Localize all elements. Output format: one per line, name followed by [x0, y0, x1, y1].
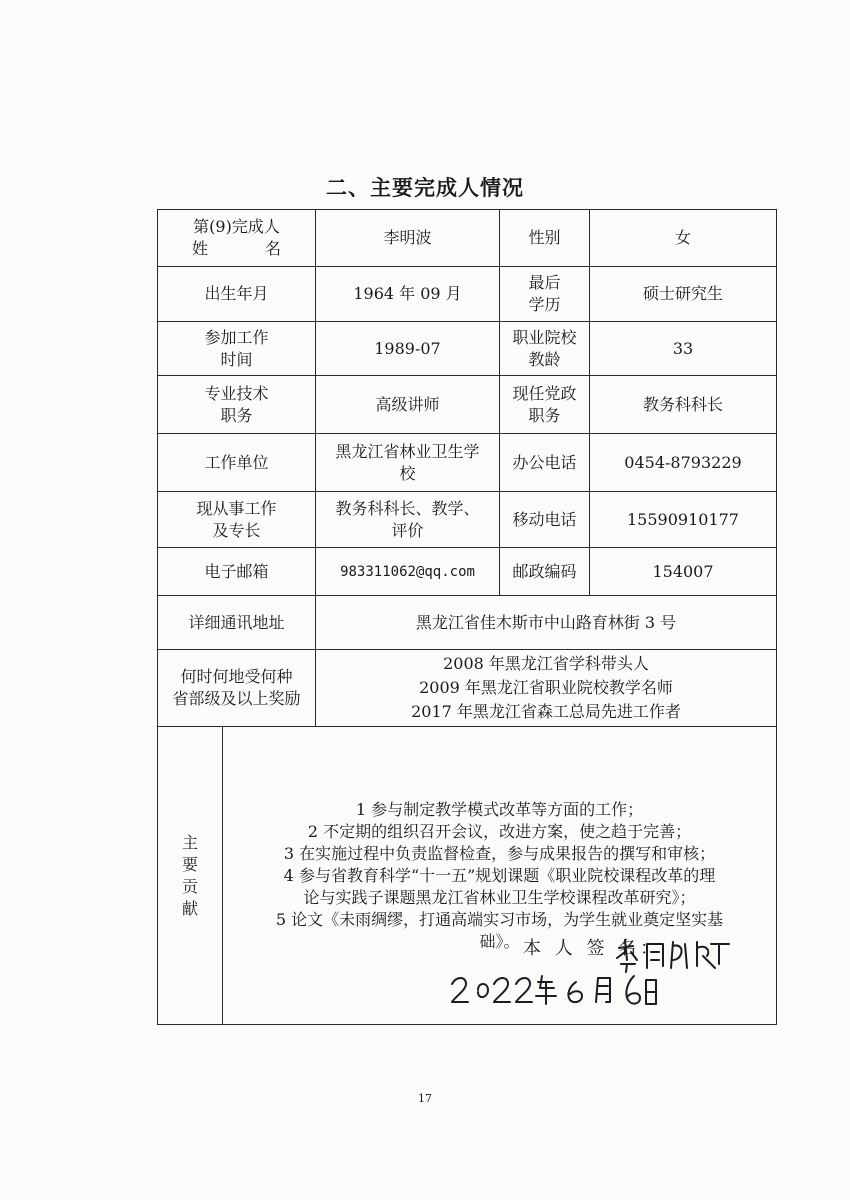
award-item: 2017 年黑龙江省森工总局先进工作者 [411, 702, 681, 721]
office-phone-value: 0454-8793229 [590, 434, 777, 492]
table-row-awards [158, 650, 777, 727]
table-row-name [158, 210, 777, 267]
signature-label: 本 人 签 名： [523, 938, 663, 959]
contributions-body [223, 727, 777, 1024]
office-phone-label: 办公电话 [500, 434, 590, 492]
signature-area [223, 934, 776, 1024]
contributions-label: 主 要 贡 献 [158, 727, 223, 1024]
awards-list [316, 650, 777, 727]
mobile-phone-label: 移动电话 [500, 492, 590, 548]
teaching-years-label: 职业院校 教龄 [500, 322, 590, 376]
contribution-line: 5 论文《未雨绸缪，打通高端实习市场，为学生就业奠定坚实基 [275, 909, 724, 929]
gender-label: 性别 [500, 210, 590, 267]
contribution-line: 2 不定期的组织召开会议，改进方案，使之趋于完善； [307, 821, 692, 841]
contribution-line: 础》。 [479, 931, 520, 951]
contribution-line: 1 参与制定教学模式改革等方面的工作； [355, 799, 644, 819]
page-title: 二、主要完成人情况 [326, 176, 524, 200]
address-value: 黑龙江省佳木斯市中山路育林街 3 号 [316, 596, 777, 650]
email-value: 983311062@qq.com [316, 548, 500, 596]
name-label: 第(9)完成人 姓 名 [158, 210, 316, 267]
contribution-line: 3 在实施过程中负责监督检查，参与成果报告的撰写和审核； [283, 843, 716, 863]
tech-title-label: 专业技术 职务 [158, 376, 316, 434]
email-label: 电子邮箱 [158, 548, 316, 596]
education-value: 硕士研究生 [590, 267, 777, 322]
employer-value: 黑龙江省林业卫生学 校 [316, 434, 500, 492]
page-number: 17 [418, 1092, 432, 1105]
employer-label: 工作单位 [158, 434, 316, 492]
name-value: 李明波 [316, 210, 500, 267]
contribution-line: 4 参与省教育科学“十一五”规划课题《职业院校课程改革的理 [283, 865, 716, 885]
info-table [157, 209, 777, 1025]
table-row-current-work [158, 492, 777, 548]
birth-label: 出生年月 [158, 267, 316, 322]
postcode-value: 154007 [590, 548, 777, 596]
table-row-title [158, 376, 777, 434]
table-row-work-start [158, 322, 777, 376]
table-row-employer [158, 434, 777, 492]
education-label: 最后 学历 [500, 267, 590, 322]
current-work-label: 现从事工作 及专长 [158, 492, 316, 548]
teaching-years-value: 33 [590, 322, 777, 376]
table-row-email [158, 548, 777, 596]
postcode-label: 邮政编码 [500, 548, 590, 596]
award-item: 2009 年黑龙江省职业院校教学名师 [419, 678, 673, 697]
award-item: 2008 年黑龙江省学科带头人 [443, 654, 649, 673]
admin-post-value: 教务科科长 [590, 376, 777, 434]
admin-post-label: 现任党政 职务 [500, 376, 590, 434]
tech-title-value: 高级讲师 [316, 376, 500, 434]
birth-value: 1964 年 09 月 [316, 267, 500, 322]
mobile-phone-value: 15590910177 [590, 492, 777, 548]
handwritten-date [448, 968, 658, 1012]
table-row-birth [158, 267, 777, 322]
address-label: 详细通讯地址 [158, 596, 316, 650]
gender-value: 女 [590, 210, 777, 267]
work-start-label: 参加工作 时间 [158, 322, 316, 376]
table-row-address [158, 596, 777, 650]
awards-label: 何时何地受何种 省部级及以上奖励 [158, 650, 316, 727]
table-row-contributions [158, 727, 777, 1025]
current-work-value: 教务科科长、教学、 评价 [316, 492, 500, 548]
contribution-line: 论与实践子课题黑龙江省林业卫生学校课程改革研究》； [303, 887, 696, 907]
work-start-value: 1989-07 [316, 322, 500, 376]
